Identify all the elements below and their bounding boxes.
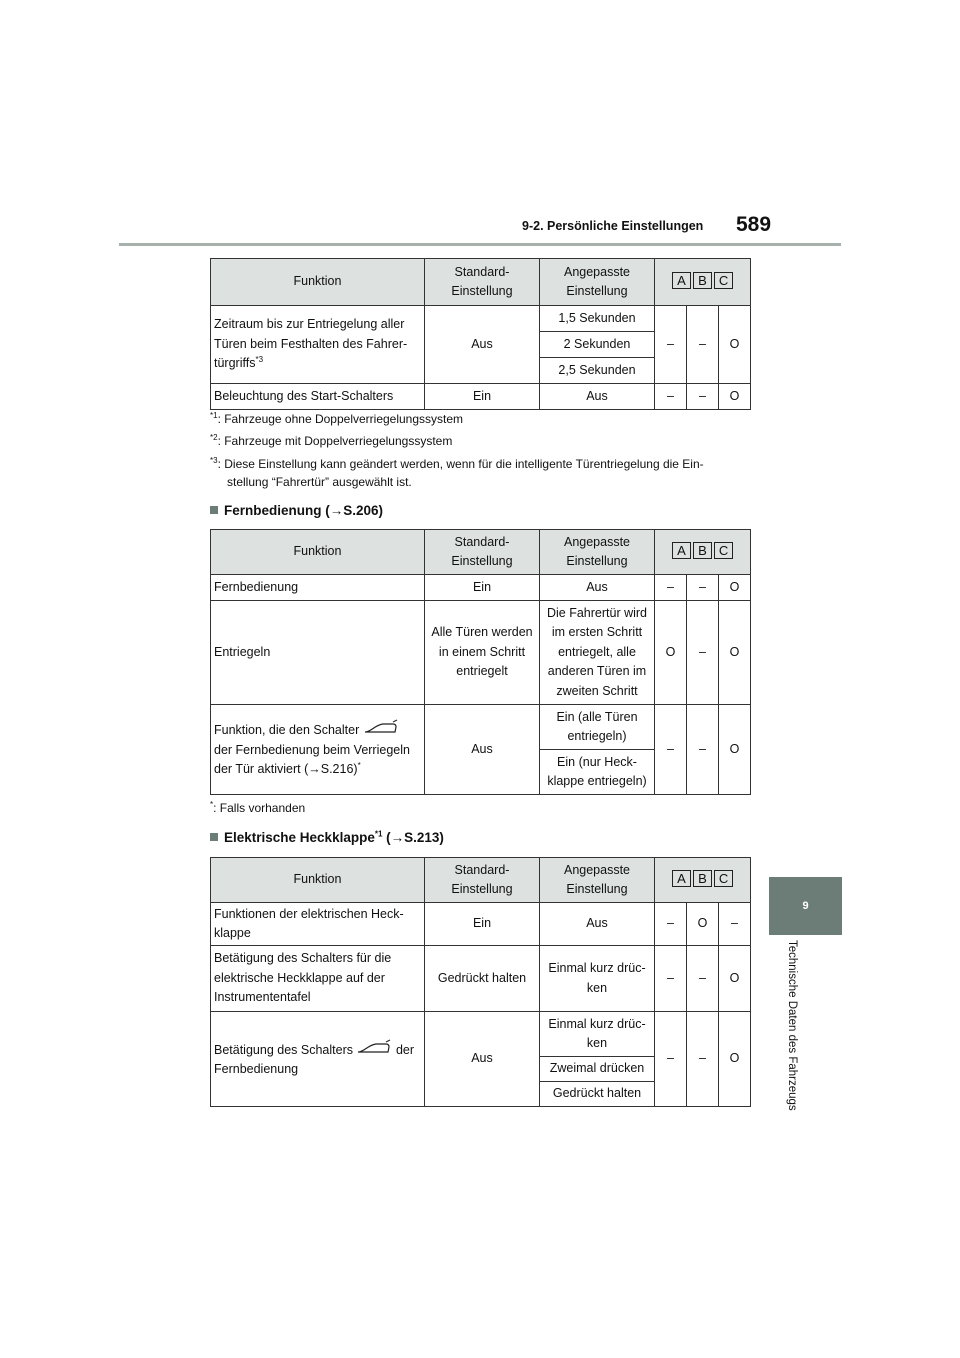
table-header-row bbox=[211, 259, 751, 306]
header-abc: A B C bbox=[655, 858, 751, 903]
cell-b: – bbox=[687, 946, 719, 1012]
header-abc bbox=[655, 259, 751, 306]
header-function: Funktion bbox=[211, 858, 425, 903]
row-default: Ein bbox=[425, 384, 540, 410]
row-custom: Die Fahrertür wird im ersten Schritt entriegelt, alle anderen Türen im zweiten Schritt bbox=[540, 601, 655, 705]
table-header-row bbox=[211, 530, 751, 575]
section-heading-remote: Fernbedienung (→S.206) bbox=[210, 503, 383, 518]
row-function: Funktion, die den Schalter der Fernbedienung beim Verriegeln der Tür aktiviert (→S.216)* bbox=[211, 705, 425, 795]
cell-c: O bbox=[719, 575, 751, 601]
row-function: Betätigung des Schalters der Fernbedienung bbox=[211, 1012, 425, 1107]
cell-b: O bbox=[687, 903, 719, 946]
table-row bbox=[211, 601, 751, 705]
label-b: B bbox=[693, 272, 712, 289]
row-option: 1,5 Sekunden bbox=[540, 306, 655, 332]
cell-b: – bbox=[687, 601, 719, 705]
row-option: Ein (nur Heck- klappe entriegeln) bbox=[540, 750, 655, 795]
row-function: Beleuchtung des Start-Schalters bbox=[211, 384, 425, 410]
chapter-title: Technische Daten des Fahrzeugs bbox=[786, 940, 798, 1111]
row-default: Aus bbox=[425, 1012, 540, 1107]
header-default: Standard- Einstellung bbox=[425, 530, 540, 575]
row-option: Ein (alle Türen entriegeln) bbox=[540, 705, 655, 750]
row-default: Aus bbox=[425, 705, 540, 795]
settings-table-1 bbox=[210, 258, 751, 410]
cell-b: – bbox=[687, 705, 719, 795]
footnote: $^{*2}$: Fahrzeuge mit Doppelverriegelungssystem bbox=[210, 433, 453, 448]
cell-c: O bbox=[719, 705, 751, 795]
cell-c: O bbox=[719, 384, 751, 410]
section-heading-tailgate: Elektrische Heckklappe$^{*1}$ (→S.213) bbox=[210, 830, 444, 845]
square-bullet-icon bbox=[210, 506, 218, 514]
row-option: Einmal kurz drüc- ken bbox=[540, 1012, 655, 1057]
row-default: Ein bbox=[425, 575, 540, 601]
label-c: C bbox=[714, 272, 733, 289]
row-function: Betätigung des Schalters für die elektrische Heckklappe auf der Instrumententafel bbox=[211, 946, 425, 1012]
cell-a: O bbox=[655, 601, 687, 705]
row-custom: Aus bbox=[540, 903, 655, 946]
table-header-row bbox=[211, 858, 751, 903]
cell-b: – bbox=[687, 575, 719, 601]
footnote: $^{*3}$: Diese Einstellung kann geändert werden, wenn für die intelligente Türentriegelung die Ein- stellung “Fahrertür” ausgewählt ist. bbox=[210, 456, 704, 489]
table-row bbox=[211, 384, 751, 410]
cell-a: – bbox=[655, 903, 687, 946]
header-custom: Angepasste Einstellung bbox=[540, 858, 655, 903]
footnote: $^{*1}$: Fahrzeuge ohne Doppelverriegelungssystem bbox=[210, 411, 464, 426]
row-default: Aus bbox=[425, 306, 540, 384]
table-row bbox=[211, 306, 751, 332]
header-function: Funktion bbox=[211, 530, 425, 575]
table-row bbox=[211, 705, 751, 750]
cell-a: – bbox=[655, 384, 687, 410]
row-default: Gedrückt halten bbox=[425, 946, 540, 1012]
settings-table-3 bbox=[210, 857, 751, 1107]
table-row bbox=[211, 575, 751, 601]
cell-a: – bbox=[655, 575, 687, 601]
cell-c: O bbox=[719, 1012, 751, 1107]
header-rule bbox=[119, 243, 841, 246]
cell-c: O bbox=[719, 946, 751, 1012]
settings-table-2 bbox=[210, 529, 751, 795]
cell-c: – bbox=[719, 903, 751, 946]
section-title: 9-2. Persönliche Einstellungen bbox=[522, 219, 704, 233]
row-default: Ein bbox=[425, 903, 540, 946]
row-custom: Einmal kurz drüc- ken bbox=[540, 946, 655, 1012]
cell-a: – bbox=[655, 946, 687, 1012]
row-default: Alle Türen werden in einem Schritt entriegelt bbox=[425, 601, 540, 705]
cell-a: – bbox=[655, 705, 687, 795]
row-option: Zweimal drücken bbox=[540, 1057, 655, 1082]
cell-a: – bbox=[655, 306, 687, 384]
header-custom: Angepasste Einstellung bbox=[540, 530, 655, 575]
row-option: 2,5 Sekunden bbox=[540, 358, 655, 384]
cell-c: O bbox=[719, 306, 751, 384]
label-a: A bbox=[672, 272, 691, 289]
page-number: 589 bbox=[736, 213, 772, 236]
row-custom: Aus bbox=[540, 384, 655, 410]
row-function: Entriegeln bbox=[211, 601, 425, 705]
square-bullet-icon bbox=[210, 833, 218, 841]
table-row bbox=[211, 946, 751, 1012]
cell-b: – bbox=[687, 306, 719, 384]
key-fob-icon bbox=[363, 719, 399, 737]
row-function: Funktionen der elektrischen Heck- klappe bbox=[211, 903, 425, 946]
table-row bbox=[211, 1012, 751, 1057]
row-function: Zeitraum bis zur Entriegelung aller Türen beim Festhalten des Fahrer- türgriffs$^{*3}$ bbox=[211, 306, 425, 384]
row-option: 2 Sekunden bbox=[540, 332, 655, 358]
row-function: Fernbedienung bbox=[211, 575, 425, 601]
header-default: Standard- Einstellung bbox=[425, 858, 540, 903]
cell-b: – bbox=[687, 1012, 719, 1107]
chapter-number: 9 bbox=[802, 900, 809, 912]
cell-b: – bbox=[687, 384, 719, 410]
header-custom: Angepasste Einstellung bbox=[540, 259, 655, 306]
chapter-tab bbox=[769, 877, 842, 935]
key-fob-icon bbox=[356, 1039, 392, 1057]
footnote: *: Falls vorhanden bbox=[210, 800, 306, 815]
header-function: Funktion bbox=[211, 259, 425, 306]
chapter-title-vertical bbox=[786, 940, 802, 1120]
table-row bbox=[211, 903, 751, 946]
header-abc: A B C bbox=[655, 530, 751, 575]
row-option: Gedrückt halten bbox=[540, 1082, 655, 1107]
cell-c: O bbox=[719, 601, 751, 705]
header-default: Standard- Einstellung bbox=[425, 259, 540, 306]
cell-a: – bbox=[655, 1012, 687, 1107]
row-custom: Aus bbox=[540, 575, 655, 601]
